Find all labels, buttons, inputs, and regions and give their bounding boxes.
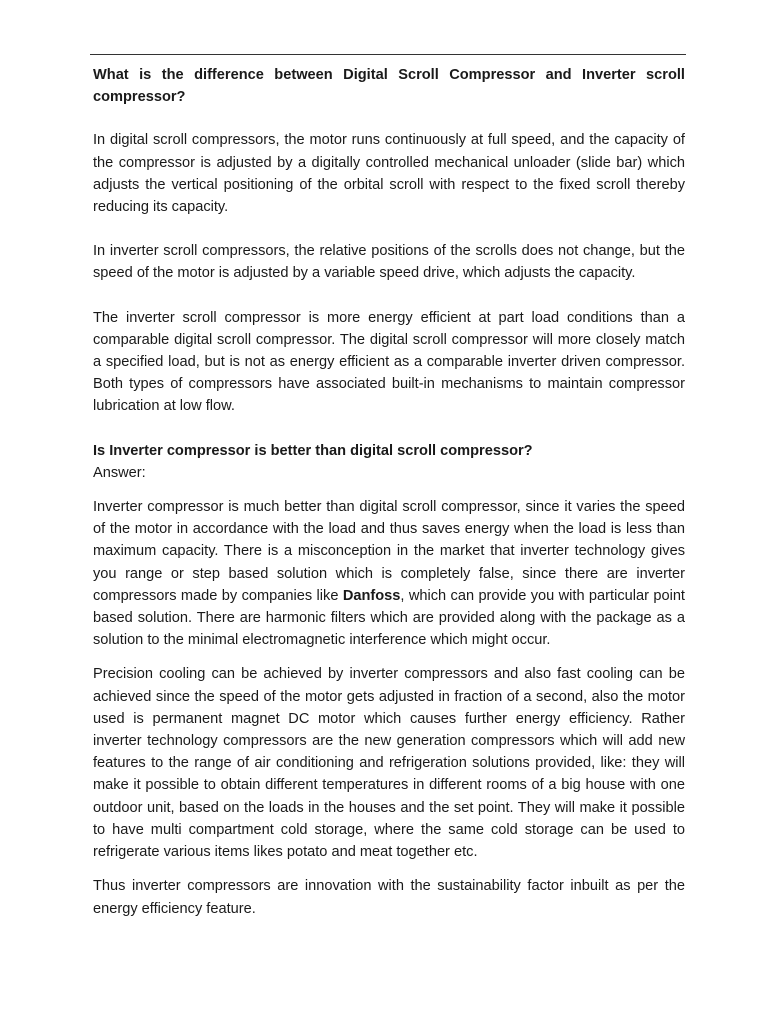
answer-label: Answer: — [93, 464, 146, 481]
answer-p1-text-before: Inverter compressor is much better than digital scroll compressor, since it varies the speed of the motor in accordance with the load and thus saves energy when the load is less than maximum capacity. There is a misconception in the market that inverter technology gives you range or step based solution which is completely false, since there are inverter compressors made by companies like — [93, 499, 685, 604]
paragraph-efficiency-comparison: The inverter scroll compressor is more energy efficient at part load conditions than a comparable digital scroll compressor. The digital scroll compressor will more closely match a specified load, but is not as energy efficient as a comparable inverter driven compressor. Both types of compressors have associated built-in mechanisms to maintain compressor lubrication at low flow. — [93, 309, 685, 415]
document-title: What is the difference between Digital Scroll Compressor and Inverter scroll compressor? — [93, 67, 685, 106]
answer-paragraph-1 — [93, 496, 685, 651]
header-rule — [90, 54, 686, 55]
document-body — [93, 64, 685, 920]
paragraph-digital-scroll: In digital scroll compressors, the motor runs continuously at full speed, and the capacity of the compressor is adjusted by a digitally controlled mechanical unloader (slide bar) which adjusts the vertical positioning of the orbital scroll with respect to the fixed scroll thereby reducing its capacity. — [93, 132, 685, 216]
answer-p1-text-after: , which can provide you with particular point based solution. There are harmonic filters which are provided along with the package as a solution to the minimal electromagnetic interference which might occur. — [93, 587, 685, 649]
answer-paragraph-3: Thus inverter compressors are innovation with the sustainability factor inbuilt as per the energy efficiency feature. — [93, 878, 685, 917]
brand-danfoss: Danfoss — [342, 587, 401, 604]
question-heading: Is Inverter compressor is better than digital scroll compressor? — [93, 442, 533, 459]
paragraph-inverter-scroll: In inverter scroll compressors, the relative positions of the scrolls does not change, but the speed of the motor is adjusted by a variable speed drive, which adjusts the capacity. — [93, 243, 685, 282]
answer-paragraph-2: Precision cooling can be achieved by inverter compressors and also fast cooling can be achieved since the speed of the motor gets adjusted in fraction of a second, also the motor used is permanent magnet DC motor which causes further energy efficiency. Rather inverter technology compressors are the new generation compressors which will add new features to the range of air conditioning and refrigeration solutions provided, like: they will make it possible to obtain different temperatures in different rooms of a big house with one outdoor unit, based on the loads in the houses and the set point. They will make it possible to have multi compartment cold storage, where the same cold storage can be used to refrigerate various items likes potato and meat together etc. — [93, 666, 685, 861]
